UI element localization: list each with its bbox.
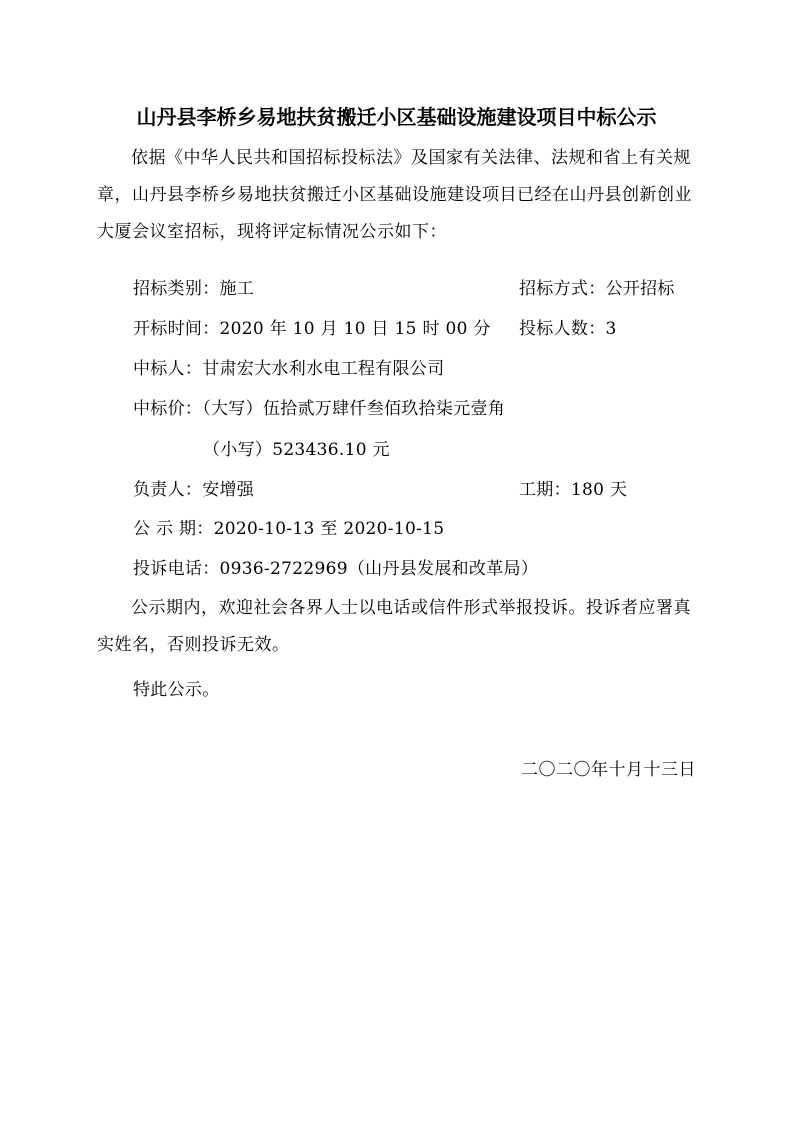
document-title: 山丹县李桥乡易地扶贫搬迁小区基础设施建设项目中标公示 <box>136 105 657 129</box>
intro-text: 依据《中华人民共和国招标投标法》及国家有关法律、法规和省上有关规章，山丹县李桥乡易地扶贫搬迁小区基础设施建设项目已经在山丹县创新创业大厦会议室招标，现将评定标情况公示如下： <box>97 148 692 242</box>
winning-bidder: 中标人：甘肃宏大水利水电工程有限公司 <box>133 359 445 379</box>
closing-statement: 特此公示。 <box>133 680 220 700</box>
document-date: 二〇二〇年十月十三日 <box>521 760 696 780</box>
bidder-count: 投标人数：3 <box>519 319 617 339</box>
winning-price-upper: 中标价：（大写）伍拾贰万肆仟叁佰玖拾柒元壹角 <box>133 399 506 419</box>
responsible-person: 负责人：安增强 <box>133 480 255 500</box>
opening-time: 开标时间：2020 年 10 月 10 日 15 时 00 分 <box>133 319 491 339</box>
complaint-note: 公示期内，欢迎社会各界人士以电话或信件形式举报投诉。投诉者应署真实姓名，否则投诉无效。 <box>97 598 691 655</box>
intro-paragraph <box>97 140 697 251</box>
bid-method: 招标方式：公开招标 <box>519 279 675 299</box>
complaint-phone: 投诉电话：0936-2722969（山丹县发展和改革局） <box>133 559 539 579</box>
complaint-paragraph <box>97 590 697 664</box>
notice-period: 公 示 期：2020-10-13 至 2020-10-15 <box>133 519 445 539</box>
construction-duration: 工期：180 天 <box>519 480 628 500</box>
bid-category: 招标类别：施工 <box>133 279 255 299</box>
winning-price-lower: （小写）523436.10 元 <box>203 440 390 460</box>
